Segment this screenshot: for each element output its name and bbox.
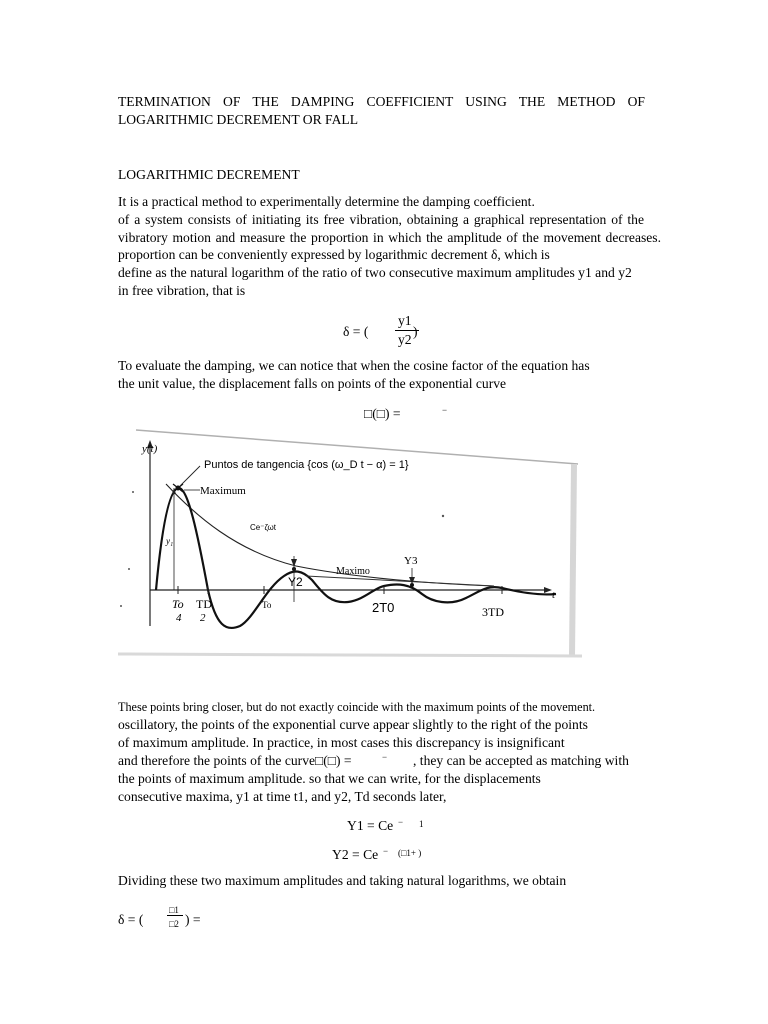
intro-line-1: It is a practical method to experimentally determine the damping coefficient. — [118, 194, 535, 209]
formula5-denominator: □2 — [169, 919, 179, 929]
y3-label: Y3 — [404, 555, 418, 567]
formula5-lhs: δ = ( — [118, 912, 144, 927]
formula1-numerator: y1 — [398, 313, 412, 328]
formula2-text: □(□) = — [364, 406, 401, 421]
para2-line-2: the unit value, the displacement falls on points of the exponential curve — [118, 376, 507, 391]
para2-line-1: To evaluate the damping, we can notice that when the cosine factor of the equation has — [118, 358, 590, 373]
para3-line-6: consecutive maxima, y1 at time t1, and y2, Td seconds later, — [118, 789, 447, 804]
scan-right-edge — [572, 464, 574, 656]
para3-line-2: oscillatory, the points of the exponential curve appear slightly to the right of the points — [118, 717, 588, 732]
two-t0-label: 2T0 — [372, 600, 395, 615]
formula1-denominator: y2 — [398, 332, 412, 347]
formula4-tail: (□1+ ) — [398, 848, 422, 858]
y-axis-label: y(t) — [142, 443, 158, 455]
para3-line-4a: and therefore the points of the curve□(□) = — [118, 753, 352, 768]
tangent-points-label: Puntos de tangencia {cos (ω_D t − α) = 1} — [204, 459, 409, 471]
formula3-text: Y1 = Ce — [347, 818, 394, 833]
formula3-tail: 1 — [419, 819, 424, 829]
to-quarter-label-top: To — [172, 597, 184, 611]
intro-line-5: define as the natural logarithm of the ratio of two consecutive maximum amplitudes y1 and y2 — [118, 265, 632, 280]
formula4-text: Y2 = Ce — [332, 847, 379, 862]
title-line-2: LOGARITHMIC DECREMENT OR FALL — [118, 112, 359, 127]
intro-line-3: vibratory motion and measure the proportion in which the amplitude of the movement decreases. — [118, 230, 661, 245]
td-half-label-bottom: 2 — [200, 612, 206, 624]
y1-label: y₁ — [166, 536, 174, 546]
formula1-lhs: δ = ( — [343, 324, 369, 339]
scan-speck — [120, 605, 122, 607]
formula4-sup: − — [383, 846, 389, 856]
t-axis-label: t — [552, 589, 556, 601]
para3-line-1: These points bring closer, but do not exactly coincide with the maximum points of the movement. — [118, 700, 596, 714]
formula5-numerator: □1 — [169, 905, 179, 915]
to-quarter-label-bottom: 4 — [176, 612, 182, 624]
formula1-rhs: ) — [413, 324, 418, 339]
y2-label: Y2 — [288, 575, 303, 589]
formula5-rhs: ) = — [185, 912, 201, 927]
formula3-sup: − — [398, 817, 404, 827]
scan-speck — [442, 515, 444, 517]
maximo-label: Maximo — [336, 566, 370, 577]
para3-line-3: of maximum amplitude. In practice, in most cases this discrepancy is insignificant — [118, 735, 565, 750]
td-half-label-top: TD — [196, 597, 212, 611]
para4-line: Dividing these two maximum amplitudes and taking natural logarithms, we obtain — [118, 873, 567, 888]
intro-line-4: proportion can be conveniently expressed by logarithmic decrement δ, which is — [118, 247, 550, 262]
intro-line-2: of a system consists of initiating its free vibration, obtaining a graphical representation of the — [118, 212, 644, 227]
scan-bottom-edge — [118, 654, 582, 656]
damped-vibration-figure — [116, 426, 582, 658]
para3-line-4b: , they can be accepted as matching with — [413, 753, 629, 768]
scan-speck — [132, 491, 134, 493]
formula5-fraction — [167, 902, 183, 930]
three-td-label: 3TD — [482, 605, 504, 619]
maximum-label: Maximum — [200, 485, 246, 497]
title-line-1: TERMINATION OF THE DAMPING COEFFICIENT USING THE METHOD OF — [118, 94, 645, 109]
para3-line-5: the points of maximum amplitude. so that we can write, for the displacements — [118, 771, 541, 786]
envelope-label: Ce⁻ζωt — [250, 523, 276, 532]
para3-inline-sup: − — [382, 752, 388, 762]
to-label: To — [262, 600, 272, 610]
formula2-sup: − — [442, 405, 448, 415]
intro-line-6: in free vibration, that is — [118, 283, 246, 298]
section-heading: LOGARITHMIC DECREMENT — [118, 167, 300, 182]
scan-speck — [128, 568, 130, 570]
